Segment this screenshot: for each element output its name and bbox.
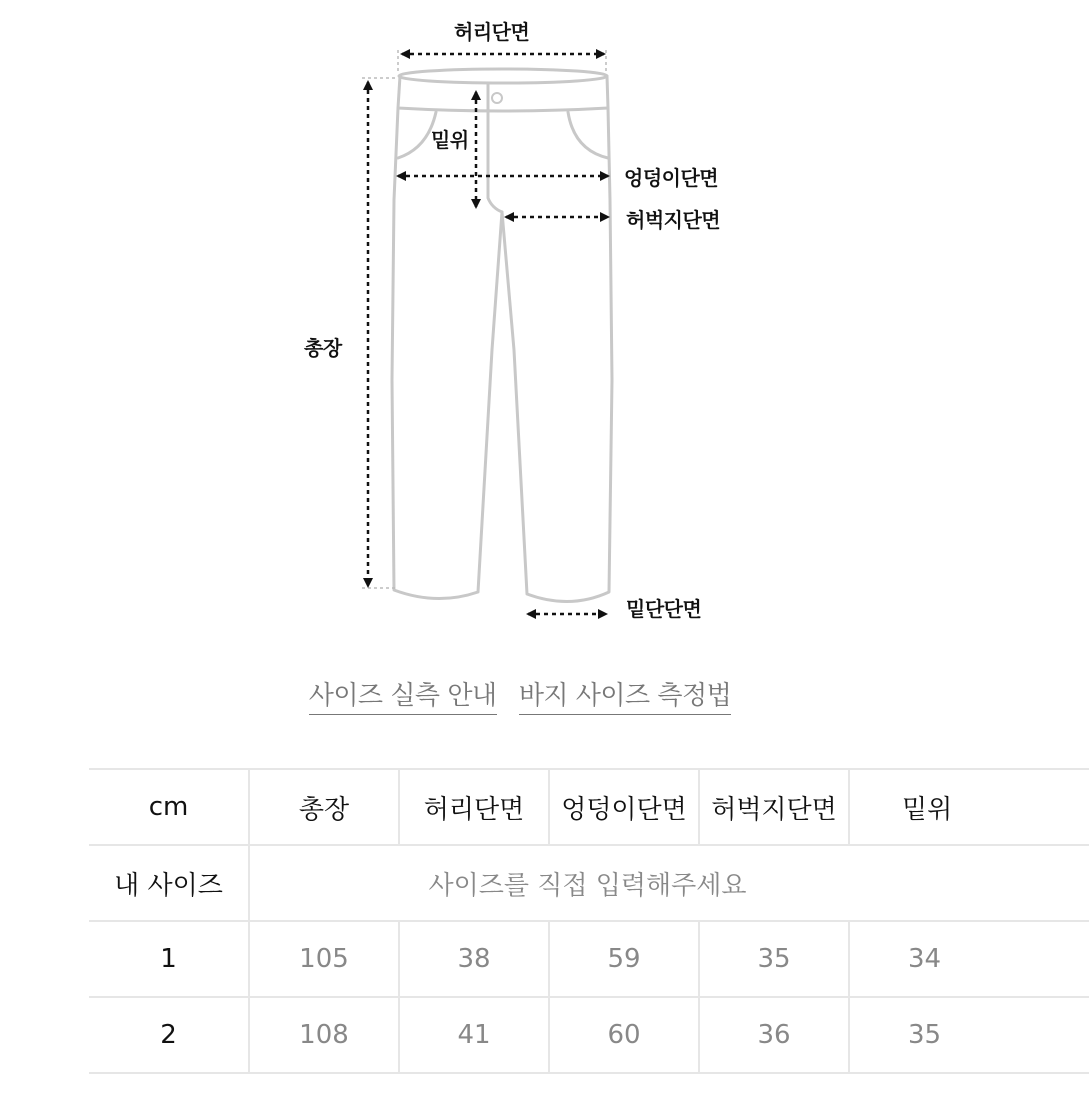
unit-header: cm xyxy=(89,769,249,845)
column-header: 총장 xyxy=(249,769,399,845)
column-header: 허리단면 xyxy=(399,769,549,845)
table-cell: 34 xyxy=(849,921,1089,997)
label-hip: 엉덩이단면 xyxy=(624,166,719,190)
table-header-row xyxy=(89,769,1089,845)
column-header: 엉덩이단면 xyxy=(549,769,699,845)
table-cell: 41 xyxy=(399,997,549,1073)
table-cell: 38 xyxy=(399,921,549,997)
my-size-input[interactable] xyxy=(249,845,1089,921)
table-cell: 35 xyxy=(849,997,1089,1073)
table-row xyxy=(89,997,1089,1073)
label-length: 총장 xyxy=(304,336,342,360)
tab-size-measurement-guide[interactable]: 사이즈 실측 안내 xyxy=(309,675,497,715)
label-thigh: 허벅지단면 xyxy=(626,208,721,232)
my-size-label: 내 사이즈 xyxy=(89,845,249,921)
table-cell: 108 xyxy=(249,997,399,1073)
column-header: 밑위 xyxy=(849,769,1089,845)
size-guide-links xyxy=(0,675,1040,715)
label-waist: 허리단면 xyxy=(454,20,530,44)
size-label: 2 xyxy=(89,997,249,1073)
tab-pants-measuring-method[interactable]: 바지 사이즈 측정법 xyxy=(519,675,731,715)
size-label: 1 xyxy=(89,921,249,997)
my-size-row xyxy=(89,845,1089,921)
table-cell: 59 xyxy=(549,921,699,997)
table-cell: 36 xyxy=(699,997,849,1073)
table-cell: 35 xyxy=(699,921,849,997)
label-hem: 밑단단면 xyxy=(626,597,702,621)
size-table xyxy=(89,768,1089,1074)
my-size-placeholder: 사이즈를 직접 입력해주세요 xyxy=(428,870,747,901)
table-cell: 60 xyxy=(549,997,699,1073)
column-header: 허벅지단면 xyxy=(699,769,849,845)
size-table-scroll-area[interactable] xyxy=(89,768,953,1070)
label-rise: 밑위 xyxy=(431,128,469,152)
table-cell: 105 xyxy=(249,921,399,997)
table-row xyxy=(89,921,1089,997)
